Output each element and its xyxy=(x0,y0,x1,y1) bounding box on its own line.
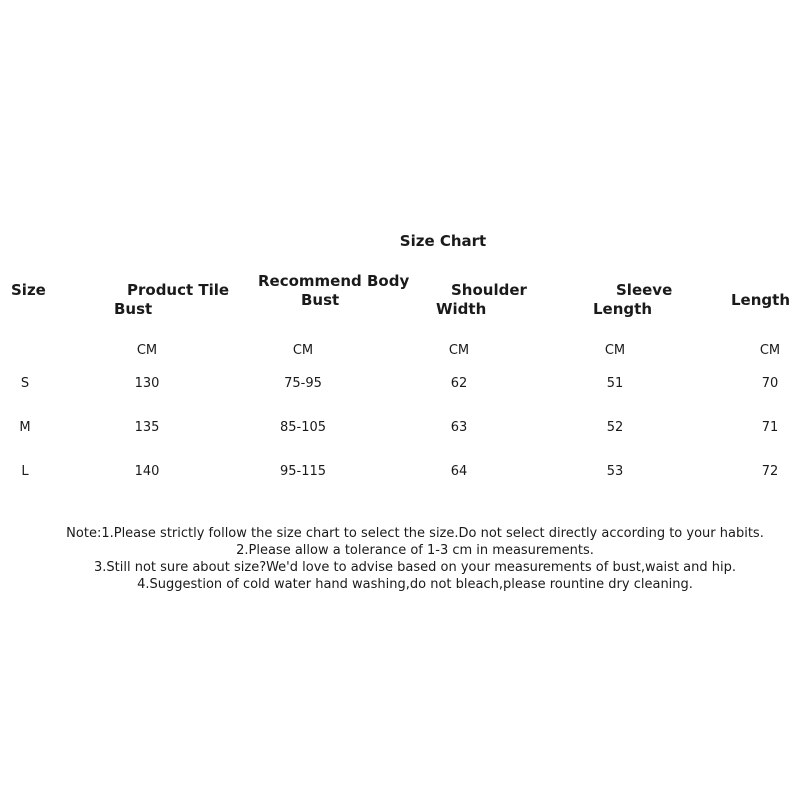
row-shoulder: 63 xyxy=(450,420,468,435)
note-line: 4.Suggestion of cold water hand washing,do not bleach,please rountine dry cleaning. xyxy=(137,577,693,592)
row-length: 72 xyxy=(761,464,779,479)
note-line: 3.Still not sure about size?We'd love to advise based on your measurements of bust,waist and hip. xyxy=(94,560,736,575)
row-shoulder: 64 xyxy=(450,464,468,479)
header-sleeve-length xyxy=(593,281,672,319)
row-sleeve: 53 xyxy=(606,464,624,479)
row-product-bust: 130 xyxy=(134,376,160,391)
row-length: 71 xyxy=(761,420,779,435)
row-body-bust: 95-115 xyxy=(279,464,327,479)
header-shoulder-width xyxy=(436,281,527,319)
row-body-bust: 85-105 xyxy=(279,420,327,435)
unit-sleeve: CM xyxy=(604,343,626,358)
chart-title: Size Chart xyxy=(399,232,487,250)
unit-body-bust: CM xyxy=(292,343,314,358)
header-body-bust-line2: Bust xyxy=(301,291,340,309)
header-body-bust-line1: Recommend Body xyxy=(258,272,410,290)
row-body-bust: 75-95 xyxy=(284,376,322,391)
row-size: M xyxy=(19,420,31,435)
note-line: 2.Please allow a tolerance of 1-3 cm in measurements. xyxy=(236,543,594,558)
row-size: S xyxy=(20,376,30,391)
row-sleeve: 51 xyxy=(606,376,624,391)
header-size: Size xyxy=(11,281,46,299)
header-shoulder-line1: Shoulder xyxy=(451,281,527,299)
row-length: 70 xyxy=(761,376,779,391)
size-notes xyxy=(0,525,800,593)
row-product-bust: 135 xyxy=(134,420,160,435)
unit-product-bust: CM xyxy=(136,343,158,358)
unit-length: CM xyxy=(759,343,781,358)
header-product-bust-line2: Bust xyxy=(114,300,153,318)
header-shoulder-line2: Width xyxy=(436,300,487,318)
note-line: Note:1.Please strictly follow the size chart to select the size.Do not select directly according to your habits. xyxy=(66,526,764,541)
header-length: Length xyxy=(731,291,790,309)
row-shoulder: 62 xyxy=(450,376,468,391)
header-body-bust xyxy=(258,272,409,310)
header-product-bust xyxy=(114,281,229,319)
row-sleeve: 52 xyxy=(606,420,624,435)
row-product-bust: 140 xyxy=(134,464,160,479)
unit-shoulder: CM xyxy=(448,343,470,358)
header-sleeve-line2: Length xyxy=(593,300,652,318)
row-size: L xyxy=(21,464,29,479)
header-sleeve-line1: Sleeve xyxy=(616,281,673,299)
header-product-bust-line1: Product Tile xyxy=(127,281,230,299)
